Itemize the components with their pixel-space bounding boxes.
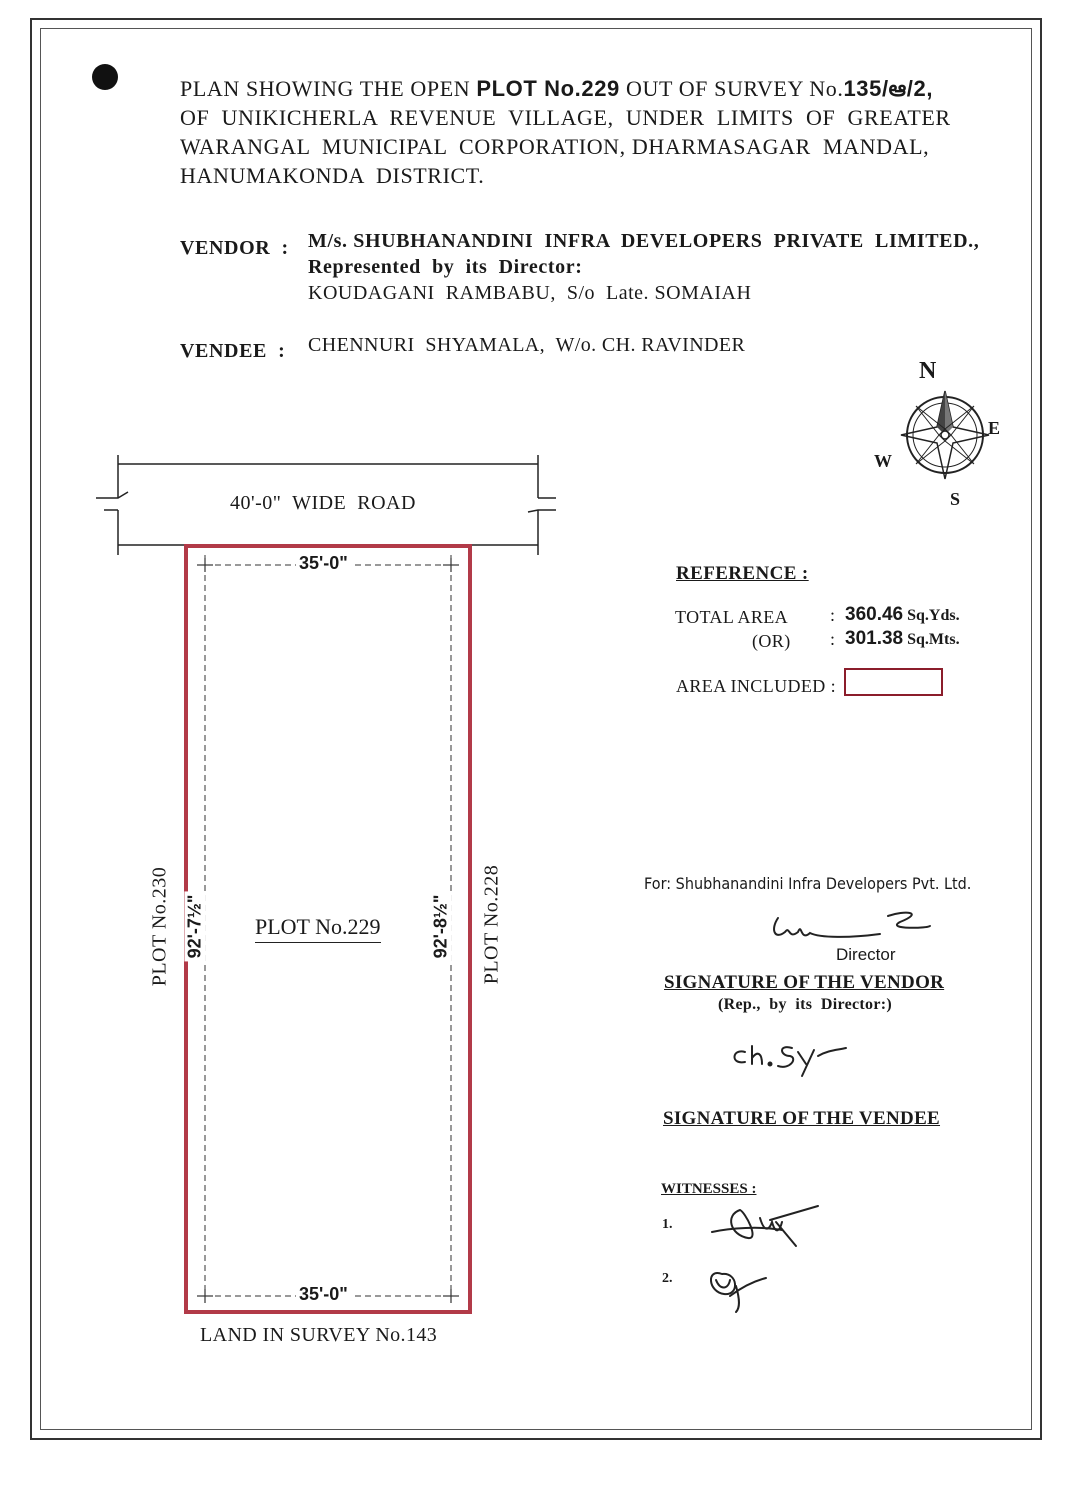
title-line-2: OF UNIKICHERLA REVENUE VILLAGE, UNDER LIMITS OF GREATER (180, 105, 951, 130)
left-neighbor-plot: PLOT No.230 (148, 866, 171, 987)
dimension-left: 92'-7½" (184, 892, 205, 962)
or-label: (OR) (752, 631, 791, 651)
vendor-rep-note: (Rep., by its Director:) (718, 996, 892, 1013)
vendee-label: VENDEE : (180, 340, 286, 362)
dimension-top: 35'-0" (296, 553, 351, 574)
vendor-signature-label: SIGNATURE OF THE VENDOR (664, 972, 945, 993)
title-survey-number: 135/ఆ/2, (843, 76, 934, 101)
witness-1-number: 1. (662, 1217, 673, 1232)
right-neighbor-plot: PLOT No.228 (480, 864, 503, 985)
witness-2-number: 2. (662, 1271, 673, 1286)
director-label: Director (836, 945, 896, 964)
vendor-signature (774, 913, 930, 937)
title-line-3: WARANGAL MUNICIPAL CORPORATION, DHARMASAGAR MANDAL, (180, 134, 930, 159)
area-sqmts-unit: Sq.Mts. (907, 631, 960, 648)
for-company: For: Shubhanandini Infra Developers Pvt. Ltd. (644, 874, 972, 893)
compass-south: S (950, 489, 961, 509)
vendor-director: KOUDAGANI RAMBABU, S/o Late. SOMAIAH (308, 282, 752, 304)
title-plot-number: PLOT No.229 (476, 76, 620, 101)
colon-separator: : (830, 605, 836, 625)
area-sqmts (845, 628, 960, 650)
vendee-signature (734, 1046, 846, 1076)
area-sqyds (845, 604, 960, 626)
witness-1-signature (712, 1206, 818, 1246)
compass-east: E (988, 418, 1001, 438)
total-area-label: TOTAL AREA (675, 607, 789, 627)
vendee-signature-label: SIGNATURE OF THE VENDEE (663, 1108, 941, 1129)
colon-separator: : (830, 629, 836, 649)
compass-west: W (874, 451, 892, 471)
witness-2-signature (711, 1273, 766, 1312)
area-sqyds-value: 360.46 (845, 604, 904, 625)
title-line-4: HANUMAKONDA DISTRICT. (180, 163, 485, 188)
title-text-a: PLAN SHOWING THE OPEN (180, 76, 477, 101)
title-text-b: OUT OF SURVEY No. (619, 76, 844, 101)
dimension-bottom: 35'-0" (296, 1284, 351, 1305)
area-included-swatch (844, 668, 943, 696)
vendee-name: CHENNURI SHYAMALA, W/o. CH. RAVINDER (308, 334, 746, 356)
vendor-name: M/s. SHUBHANANDINI INFRA DEVELOPERS PRIVATE LIMITED., (308, 230, 980, 252)
compass-north: N (919, 358, 937, 384)
witnesses-label: WITNESSES : (661, 1181, 757, 1197)
plot-name: PLOT No.229 (255, 914, 381, 943)
reference-title: REFERENCE : (676, 563, 809, 584)
vendor-represented: Represented by its Director: (308, 256, 583, 278)
area-included-label: AREA INCLUDED : (676, 676, 836, 696)
area-sqyds-unit: Sq.Yds. (907, 607, 960, 624)
bottom-neighbor-land: LAND IN SURVEY No.143 (200, 1324, 438, 1346)
road-label: 40'-0" WIDE ROAD (230, 492, 416, 514)
vendor-label: VENDOR : (180, 237, 289, 259)
area-sqmts-value: 301.38 (845, 628, 904, 649)
dimension-right: 92'-8½" (430, 892, 451, 962)
